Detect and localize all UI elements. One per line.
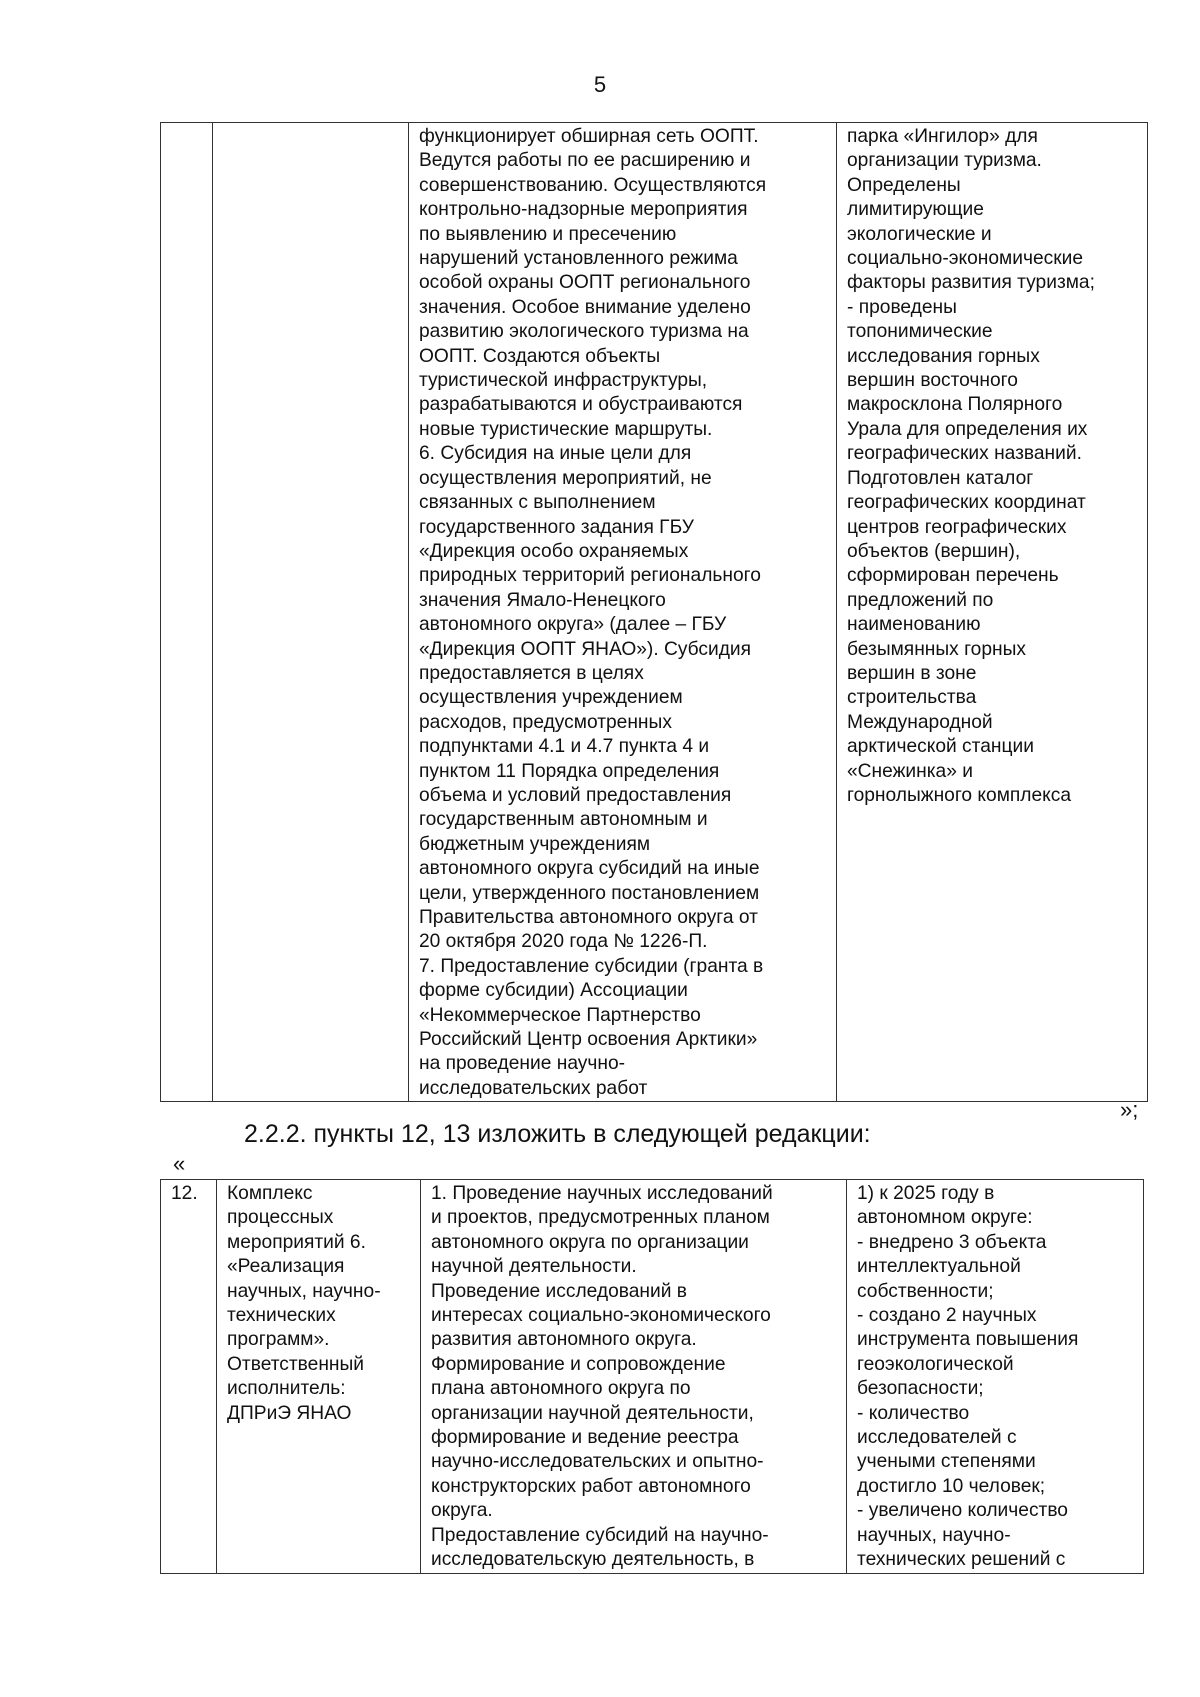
- amended-table: [160, 1179, 1144, 1574]
- cell-text-line: горнолыжного комплекса: [847, 784, 1072, 806]
- cell-text-line: Формирование и сопровождение: [431, 1353, 726, 1375]
- cell-text-line: географических координат: [847, 492, 1086, 514]
- cell-text-line: 12.: [171, 1183, 198, 1204]
- page-number: 5: [593, 72, 607, 97]
- cell-text-line: достигло 10 человек;: [857, 1475, 1046, 1497]
- cell-text-line: организации научной деятельности,: [431, 1402, 754, 1424]
- cell-text-line: исследователей с: [857, 1427, 1017, 1449]
- opening-quote: «: [173, 1151, 186, 1176]
- cell-text-line: Определены: [847, 174, 961, 196]
- cell-text-line: Комплекс: [227, 1183, 313, 1204]
- continued-table: [160, 122, 1148, 1102]
- cell-text-line: экологические и: [847, 223, 992, 245]
- cell-text-line: арктической станции: [847, 736, 1034, 758]
- cell-text-line: контрольно-надзорные мероприятия: [419, 199, 748, 221]
- cell-text-line: научных, научно-: [857, 1524, 1011, 1546]
- cell-text-line: строительства: [847, 687, 977, 709]
- cell-text-line: природных территорий регионального: [419, 565, 761, 587]
- table-cell-name: [217, 1180, 421, 1574]
- cell-text-line: исполнитель:: [227, 1378, 346, 1400]
- cell-text-line: Международной: [847, 711, 993, 733]
- cell-text-line: автономного округа по организации: [431, 1231, 749, 1253]
- cell-text-line: факторы развития туризма;: [847, 272, 1095, 294]
- cell-text-line: исследовательских работ: [419, 1077, 648, 1099]
- cell-text-line: совершенствованию. Осуществляются: [419, 174, 767, 196]
- cell-text-line: научных, научно-: [227, 1280, 381, 1302]
- cell-text-line: особой охраны ООПТ регионального: [419, 272, 751, 294]
- cell-text-line: «Снежинка» и: [847, 760, 973, 782]
- cell-text-line: государственного задания ГБУ: [419, 516, 694, 538]
- cell-text-line: ДПРиЭ ЯНАО: [227, 1402, 352, 1424]
- cell-text-line: безымянных горных: [847, 638, 1027, 660]
- cell-text-line: научной деятельности.: [431, 1256, 637, 1278]
- cell-text-line: технических: [227, 1305, 336, 1327]
- cell-text-line: и проектов, предусмотренных планом: [431, 1207, 770, 1229]
- cell-text-line: - количество: [857, 1402, 970, 1424]
- table-cell-number: [161, 1180, 217, 1574]
- table-cell-results: [837, 123, 1148, 1102]
- cell-text-line: центров географических: [847, 516, 1067, 538]
- cell-text-line: плана автономного округа по: [431, 1378, 691, 1400]
- cell-text-line: учеными степенями: [857, 1451, 1036, 1473]
- cell-text-line: 1) к 2025 году в: [857, 1183, 995, 1204]
- cell-text-line: Российский Центр освоения Арктики»: [419, 1029, 758, 1051]
- cell-text-line: 20 октября 2020 года № 1226-П.: [419, 931, 708, 953]
- table-cell-results: [847, 1180, 1144, 1574]
- cell-text-line: «Некоммерческое Партнерство: [419, 1004, 701, 1026]
- cell-text-line: по выявлению и пресечению: [419, 223, 677, 245]
- cell-text-line: связанных с выполнением: [419, 492, 656, 514]
- cell-text-line: функционирует обширная сеть ООПТ.: [419, 126, 759, 147]
- cell-text-line: государственным автономным и: [419, 809, 708, 831]
- cell-text-line: пунктом 11 Порядка определения: [419, 760, 720, 782]
- cell-text-line: форме субсидии) Ассоциации: [419, 980, 688, 1002]
- cell-text-line: бюджетным учреждениям: [419, 833, 651, 855]
- cell-text-line: автономного округа» (далее – ГБУ: [419, 614, 727, 636]
- cell-text-line: вершин в зоне: [847, 662, 977, 684]
- cell-text-line: формирование и ведение реестра: [431, 1427, 739, 1449]
- cell-text-line: организации туризма.: [847, 150, 1042, 172]
- cell-text-line: парка «Ингилор» для: [847, 126, 1038, 147]
- cell-text-line: предоставляется в целях: [419, 662, 644, 684]
- cell-text-line: Ведутся работы по ее расширению и: [419, 150, 751, 172]
- cell-text-line: «Реализация: [227, 1256, 345, 1278]
- table-cell-name: [213, 123, 409, 1102]
- cell-text-line: интересах социально-экономического: [431, 1305, 771, 1327]
- cell-text-line: Урала для определения их: [847, 418, 1088, 440]
- cell-text-line: подпунктами 4.1 и 4.7 пункта 4 и: [419, 736, 710, 758]
- cell-text-line: собственности;: [857, 1280, 994, 1302]
- cell-text-line: округа.: [431, 1500, 493, 1522]
- cell-text-line: объема и условий предоставления: [419, 784, 732, 806]
- cell-text-line: процессных: [227, 1207, 334, 1229]
- cell-text-line: вершин восточного: [847, 370, 1018, 392]
- cell-text-line: технических решений с: [857, 1549, 1066, 1571]
- cell-text-line: конструкторских работ автономного: [431, 1475, 751, 1497]
- cell-text-line: Подготовлен каталог: [847, 467, 1034, 489]
- cell-text-line: осуществления учреждением: [419, 687, 683, 709]
- cell-text-line: исследовательскую деятельность, в: [431, 1549, 755, 1571]
- cell-text-line: геоэкологической: [857, 1353, 1014, 1375]
- cell-text-line: цели, утвержденного постановлением: [419, 882, 760, 904]
- cell-text-line: расходов, предусмотренных: [419, 711, 672, 733]
- cell-text-line: сформирован перечень: [847, 565, 1059, 587]
- cell-text-line: инструмента повышения: [857, 1329, 1079, 1351]
- cell-text-line: научно-исследовательских и опытно-: [431, 1451, 764, 1473]
- cell-text-line: безопасности;: [857, 1378, 984, 1400]
- cell-text-line: разрабатываются и обустраиваются: [419, 394, 743, 416]
- cell-text-line: Правительства автономного округа от: [419, 907, 758, 928]
- cell-text-line: - увеличено количество: [857, 1500, 1068, 1522]
- cell-text-line: топонимические: [847, 321, 993, 343]
- cell-text-line: Проведение исследований в: [431, 1280, 687, 1302]
- cell-text-line: исследования горных: [847, 345, 1040, 367]
- cell-text-line: автономного округа субсидий на иные: [419, 858, 760, 880]
- cell-text-line: Предоставление субсидий на научно-: [431, 1524, 769, 1546]
- cell-text-line: на проведение научно-: [419, 1053, 626, 1075]
- cell-text-line: Ответственный: [227, 1353, 365, 1375]
- cell-text-line: «Дирекция особо охраняемых: [419, 540, 689, 562]
- cell-text-line: туристической инфраструктуры,: [419, 370, 708, 392]
- cell-text-line: развития автономного округа.: [431, 1329, 697, 1351]
- cell-text-line: значения. Особое внимание уделено: [419, 296, 751, 318]
- cell-text-line: социально-экономические: [847, 248, 1084, 270]
- cell-text-line: предложений по: [847, 589, 994, 611]
- cell-text-line: нарушений установленного режима: [419, 248, 738, 270]
- cell-text-line: ООПТ. Создаются объекты: [419, 345, 661, 367]
- cell-text-line: 1. Проведение научных исследований: [431, 1183, 773, 1204]
- table-row: [161, 123, 1148, 1102]
- table-cell-description: [421, 1180, 847, 1574]
- cell-text-line: объектов (вершин),: [847, 540, 1021, 562]
- cell-text-line: - внедрено 3 объекта: [857, 1231, 1047, 1253]
- cell-text-line: интеллектуальной: [857, 1256, 1021, 1278]
- cell-text-line: осуществления мероприятий, не: [419, 467, 712, 489]
- amendment-paragraph: 2.2.2. пункты 12, 13 изложить в следующей редакции:: [244, 1120, 871, 1148]
- cell-text-line: - проведены: [847, 296, 957, 318]
- cell-text-line: развитию экологического туризма на: [419, 321, 749, 343]
- cell-text-line: наименованию: [847, 614, 981, 636]
- cell-text-line: новые туристические маршруты.: [419, 418, 713, 440]
- table-row: [161, 1180, 1144, 1574]
- cell-text-line: значения Ямало-Ненецкого: [419, 589, 666, 611]
- cell-text-line: «Дирекция ООПТ ЯНАО»). Субсидия: [419, 638, 752, 660]
- cell-text-line: 6. Субсидия на иные цели для: [419, 443, 692, 465]
- cell-text-line: географических названий.: [847, 443, 1082, 465]
- cell-text-line: лимитирующие: [847, 199, 984, 221]
- cell-text-line: 7. Предоставление субсидии (гранта в: [419, 955, 764, 977]
- table-cell-description: [409, 123, 837, 1102]
- cell-text-line: - создано 2 научных: [857, 1305, 1037, 1327]
- closing-quote: »;: [1120, 1097, 1139, 1122]
- cell-text-line: мероприятий 6.: [227, 1231, 366, 1253]
- cell-text-line: макросклона Полярного: [847, 394, 1063, 416]
- cell-text-line: автономном округе:: [857, 1207, 1033, 1229]
- cell-text-line: программ».: [227, 1329, 330, 1351]
- table-cell-number: [161, 123, 213, 1102]
